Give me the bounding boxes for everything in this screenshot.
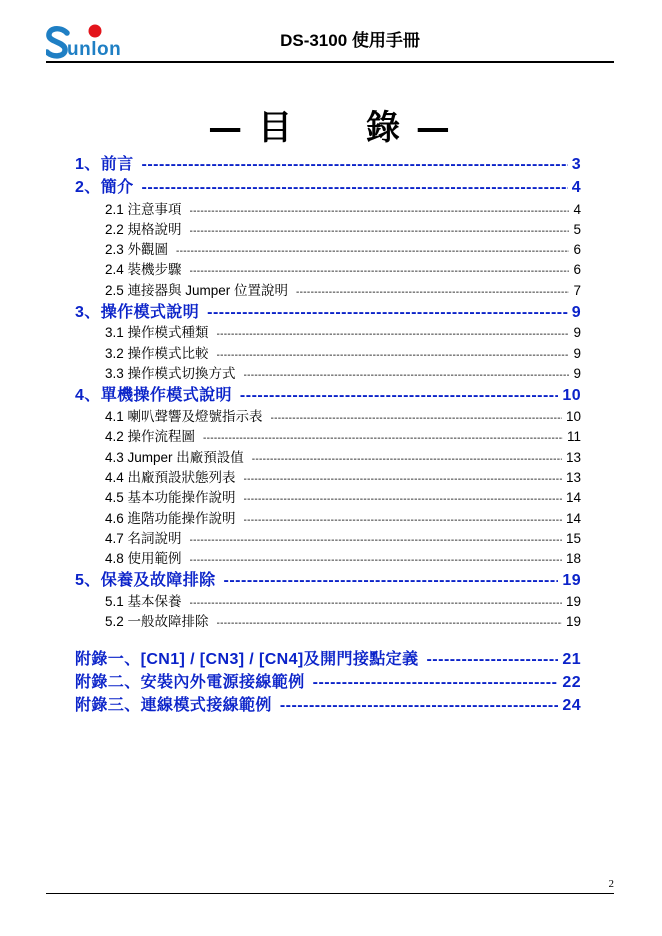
toc-leader — [244, 370, 570, 381]
toc-leader — [190, 555, 562, 566]
toc-leader — [190, 535, 562, 546]
toc-entry-title: 附錄二、安裝內外電源接線範例 — [75, 674, 305, 691]
toc-entry[interactable] — [105, 279, 581, 299]
toc-entry[interactable] — [105, 342, 581, 362]
footer-divider — [46, 893, 614, 894]
toc-entry[interactable] — [75, 669, 581, 692]
toc-entry-title: 4.4 出廠預設狀態列表 — [105, 470, 236, 485]
toc-entry-title: 3.3 操作模式切換方式 — [105, 366, 236, 381]
toc-leader — [280, 697, 559, 715]
toc-entry[interactable] — [105, 258, 581, 278]
toc-entry-page: 14 — [565, 490, 581, 505]
toc-entry[interactable] — [75, 382, 581, 405]
toc-leader — [142, 156, 568, 174]
toc-entry-page: 19 — [565, 614, 581, 629]
toc-entry-page: 9 — [573, 325, 581, 340]
toc-entry-title: 4.1 喇叭聲響及燈號指示表 — [105, 409, 263, 424]
toc-entry-title: 4、單機操作模式說明 — [75, 387, 232, 404]
toc-leader — [203, 433, 563, 444]
toc-entry-title: 3.2 操作模式比較 — [105, 346, 209, 361]
toc-entry-title: 2.5 連接器與 Jumper 位置說明 — [105, 283, 289, 298]
toc-entry[interactable] — [75, 174, 581, 197]
toc-entry[interactable] — [105, 466, 581, 486]
toc-leader — [176, 246, 569, 257]
toc-entry-title: 附錄一、[CN1] / [CN3] / [CN4]及開門接點定義 — [75, 651, 419, 668]
toc-entry-page: 9 — [571, 304, 581, 321]
toc-entry[interactable] — [75, 692, 581, 715]
toc-entry[interactable] — [105, 238, 581, 258]
toc-entry-page: 6 — [573, 242, 581, 257]
toc-entry-page: 22 — [562, 674, 581, 691]
toc-entry-title: 2.4 裝機步驟 — [105, 262, 182, 277]
toc-entry-title: 2.2 規格說明 — [105, 222, 182, 237]
toc-entry-title: 3、操作模式說明 — [75, 304, 200, 321]
toc-entry-page: 6 — [573, 262, 581, 277]
toc-leader — [224, 572, 559, 590]
toc-entry-page: 10 — [565, 409, 581, 424]
toc-leader — [217, 329, 570, 340]
toc-entry-page: 21 — [562, 651, 581, 668]
toc-entry-page: 13 — [565, 450, 581, 465]
toc-entry[interactable] — [105, 425, 581, 445]
toc-leader — [244, 474, 562, 485]
toc-entry-page: 18 — [565, 551, 581, 566]
toc-entry-title: 附錄三、連線模式接線範例 — [75, 697, 272, 714]
toc-entry-title: 4.8 使用範例 — [105, 551, 182, 566]
toc-entry-title: 3.1 操作模式種類 — [105, 325, 209, 340]
toc-entry-page: 11 — [566, 429, 581, 444]
toc-entry-title: 5.2 一般故障排除 — [105, 614, 209, 629]
toc-heading: — 目 錄 — — [208, 108, 452, 148]
page-number: 2 — [608, 878, 614, 890]
toc-entry[interactable] — [105, 507, 581, 527]
toc-entry-title: 4.2 操作流程圖 — [105, 429, 196, 444]
toc-leader — [244, 515, 562, 526]
toc-entry[interactable] — [75, 567, 581, 590]
toc-entry[interactable] — [105, 405, 581, 425]
toc-entry-page: 15 — [565, 531, 581, 546]
toc-entry-title: 4.5 基本功能操作說明 — [105, 490, 236, 505]
toc-entry[interactable] — [105, 198, 581, 218]
sunion-logo-graphic — [46, 22, 136, 60]
toc-leader — [190, 266, 570, 277]
toc-entry-title: 4.7 名詞說明 — [105, 531, 182, 546]
toc-leader — [190, 598, 562, 609]
toc-entry[interactable] — [105, 218, 581, 238]
toc-entry-title: 4.3 Jumper 出廠預設值 — [105, 450, 244, 465]
toc-leader — [426, 651, 558, 669]
toc-entry-page: 7 — [573, 283, 581, 298]
toc-entry-title: 1、前言 — [75, 156, 134, 173]
toc-entry-title: 5.1 基本保養 — [105, 594, 182, 609]
toc-entry-page: 3 — [571, 156, 581, 173]
toc-entry-page: 13 — [565, 470, 581, 485]
header-divider — [46, 61, 614, 63]
toc-entry-page: 4 — [571, 179, 581, 196]
toc-entry-page: 9 — [573, 346, 581, 361]
toc-leader — [190, 226, 570, 237]
toc-entry-page: 19 — [562, 572, 581, 589]
toc-entry[interactable] — [75, 151, 581, 174]
document-title: DS-3100 使用手冊 — [280, 31, 420, 50]
toc-leader — [142, 179, 568, 197]
toc-entry[interactable] — [105, 486, 581, 506]
toc-entry-page: 24 — [562, 697, 581, 714]
toc-entry-title: 5、保養及故障排除 — [75, 572, 216, 589]
toc-entry[interactable] — [105, 590, 581, 610]
toc-entry[interactable] — [75, 646, 581, 669]
toc-leader — [190, 206, 570, 217]
toc-entry-title: 2.1 注意事項 — [105, 202, 182, 217]
toc-leader — [252, 454, 562, 465]
toc-entry[interactable] — [105, 446, 581, 466]
toc-entry-title: 2、簡介 — [75, 179, 134, 196]
svg-text:unlon: unlon — [67, 39, 122, 60]
toc-entry-page: 5 — [573, 222, 581, 237]
toc-entry[interactable] — [75, 299, 581, 322]
toc-entry-page: 10 — [562, 387, 581, 404]
toc-entry-page: 4 — [573, 202, 581, 217]
toc-entry[interactable] — [105, 610, 581, 630]
toc-entry[interactable] — [105, 547, 581, 567]
toc-leader — [217, 618, 562, 629]
toc-entry-page: 14 — [565, 511, 581, 526]
toc-entry-title: 2.3 外觀圖 — [105, 242, 169, 257]
toc-entry-page: 9 — [573, 366, 581, 381]
toc-entry[interactable] — [105, 527, 581, 547]
toc-entry[interactable] — [105, 321, 581, 341]
toc-leader — [207, 304, 568, 322]
toc-leader — [271, 413, 562, 424]
toc-leader — [296, 287, 569, 298]
toc-leader — [240, 387, 558, 405]
toc-entry-page: 19 — [565, 594, 581, 609]
toc-leader — [244, 494, 562, 505]
toc-leader — [217, 350, 570, 361]
sunion-logo — [46, 22, 136, 60]
toc-entry[interactable] — [105, 362, 581, 382]
toc-leader — [313, 674, 559, 692]
toc-entry-title: 4.6 進階功能操作說明 — [105, 511, 236, 526]
